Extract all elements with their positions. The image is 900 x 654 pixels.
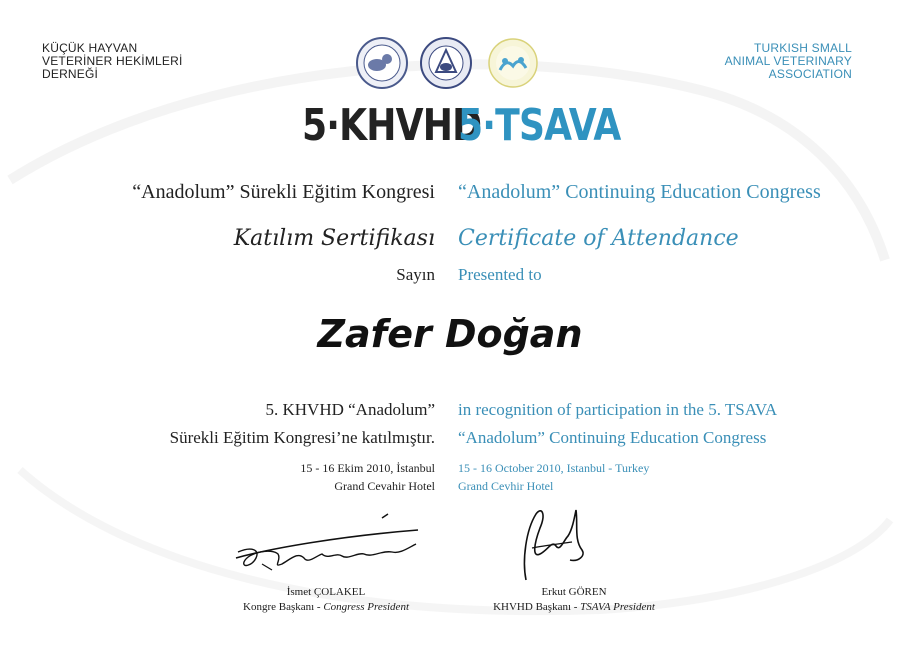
left-org-line: VETERİNER HEKİMLERİ [42, 54, 183, 68]
congress-name-tr: “Anadolum” Sürekli Eğitim Kongresi [132, 181, 435, 203]
recognition-en-line2: “Anadolum” Continuing Education Congress [458, 428, 767, 447]
event-date-en: 15 - 16 October 2010, Istanbul - Turkey [458, 461, 650, 475]
signatory-role-en: Congress President [323, 601, 409, 613]
recognition-tr-line2: Sürekli Eğitim Kongresi’ne katılmıştır. [169, 428, 435, 447]
signatory-name-1: İsmet ÇOLAKEL [286, 586, 366, 598]
signatory-name-2: Erkut GÖREN [541, 586, 607, 598]
event-date-tr: 15 - 16 Ekim 2010, İstanbul [300, 461, 435, 475]
signature-colakel [232, 508, 422, 576]
congress-name-en: “Anadolum” Continuing Education Congress [458, 181, 821, 203]
certificate-title-en: Certificate of Attendance [458, 226, 739, 251]
signatory-role-tr: Kongre Başkanı - [243, 601, 324, 613]
tsava-title: 5·TSAVA [458, 100, 621, 151]
right-organization-name [725, 42, 852, 81]
presented-to-en: Presented to [458, 265, 542, 284]
recipient-name: Zafer Doğan [317, 312, 583, 356]
khvhd-seal-icon [355, 36, 409, 90]
left-org-line: KÜÇÜK HAYVAN [42, 41, 138, 55]
signatory-role-2 [464, 601, 684, 613]
khvhd-title: 5·KHVHD [302, 100, 482, 151]
left-organization-name [42, 42, 183, 81]
wsava-seal-icon [419, 36, 473, 90]
right-org-line: ASSOCIATION [768, 67, 852, 81]
certificate-title-tr: Katılım Sertifikası [233, 226, 435, 251]
signatory-role-1 [216, 601, 436, 613]
right-org-line: ANIMAL VETERINARY [724, 54, 852, 68]
tsava-logo-icon [486, 36, 540, 90]
recognition-tr-line1: 5. KHVHD “Anadolum” [265, 400, 435, 419]
signatory-role-tr: KHVHD Başkanı - [493, 601, 581, 613]
left-org-line: DERNEĞİ [42, 67, 99, 81]
event-venue-en: Grand Cevhir Hotel [458, 479, 554, 493]
right-org-line: TURKISH SMALL [754, 41, 852, 55]
signatory-role-en: TSAVA President [580, 601, 655, 613]
presented-to-tr: Sayın [396, 265, 435, 284]
event-venue-tr: Grand Cevahir Hotel [334, 479, 435, 493]
recognition-en-line1: in recognition of participation in the 5. TSAVA [458, 400, 778, 419]
signature-goren [512, 500, 592, 586]
